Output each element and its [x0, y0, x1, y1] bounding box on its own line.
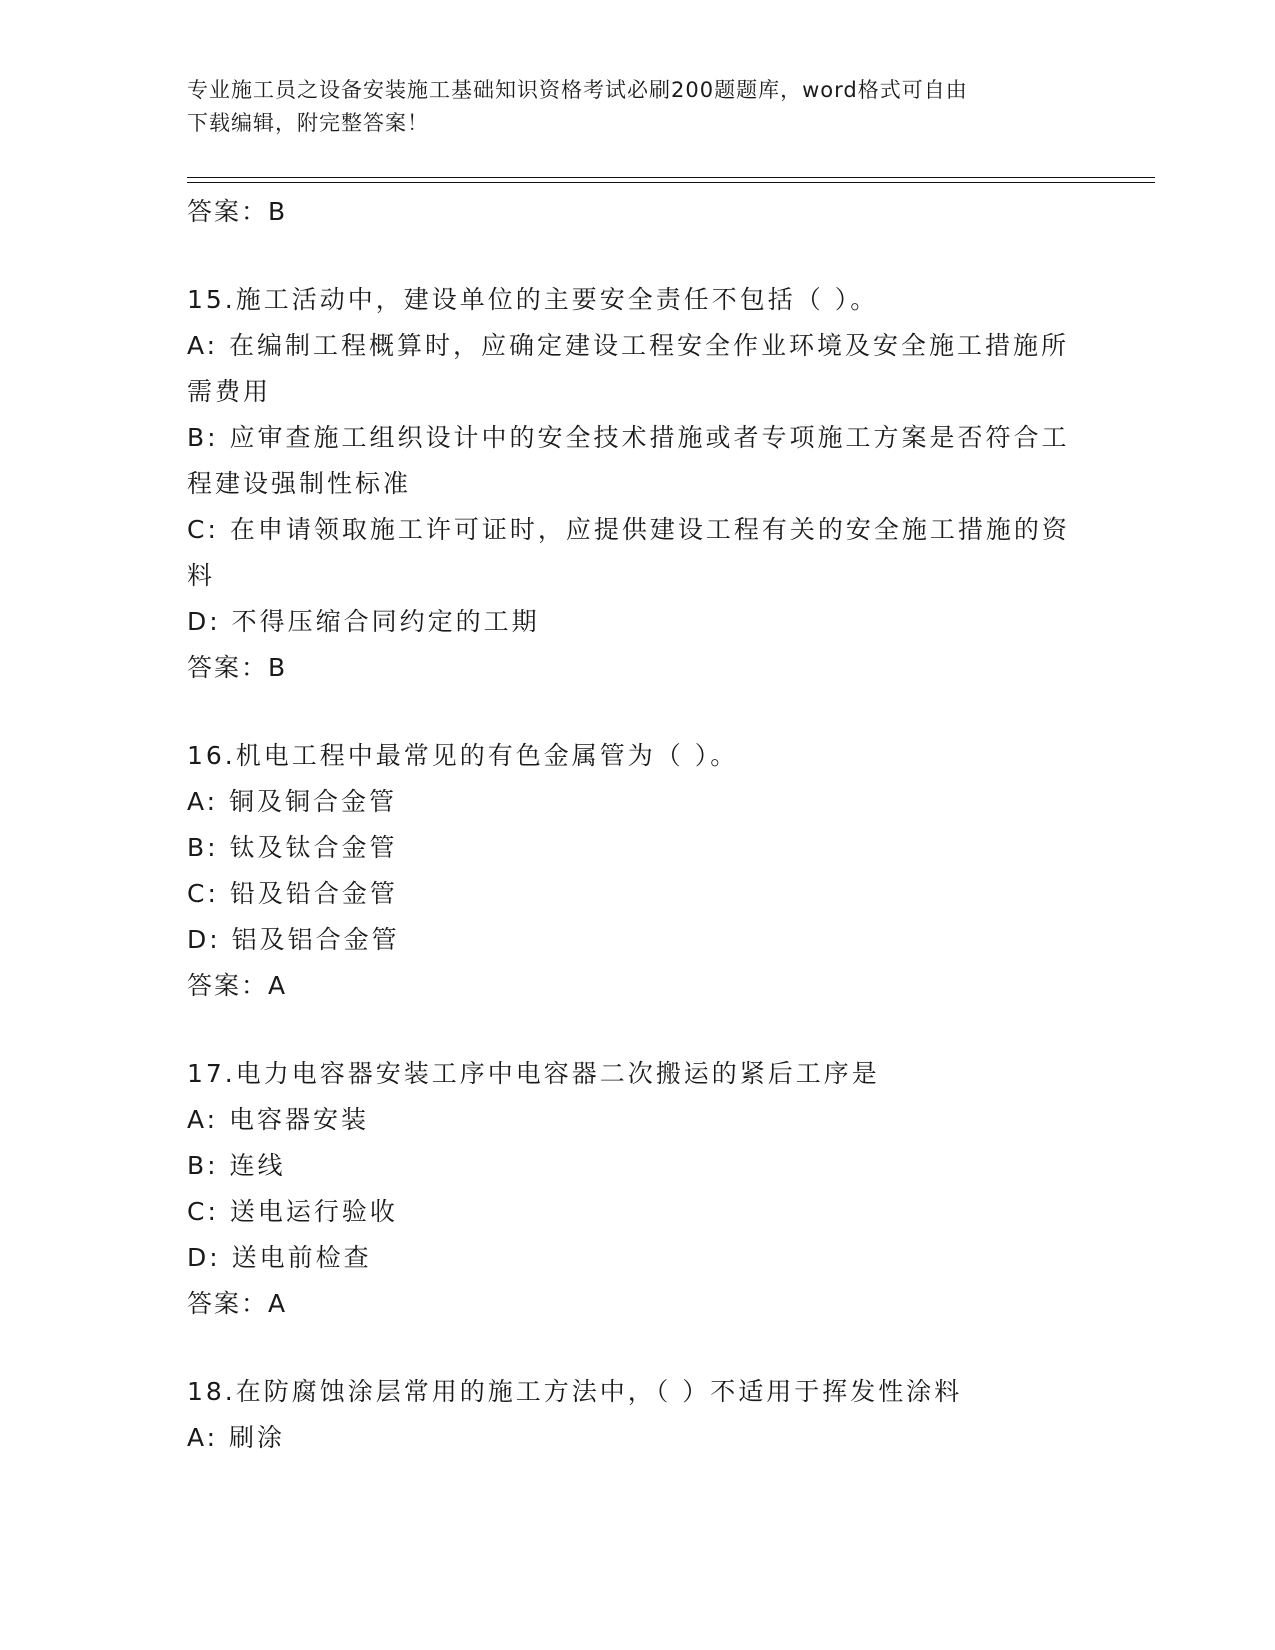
option-d: D: 送电前检查	[187, 1243, 372, 1272]
option-d: D: 不得压缩合同约定的工期	[187, 607, 540, 636]
option-b: B: 应审查施工组织设计中的安全技术措施或者专项施工方案是否符合工程建设强制性标准	[187, 423, 1070, 498]
spacer	[187, 1009, 1087, 1051]
option-a: A: 刷涂	[187, 1423, 286, 1452]
question-16	[187, 733, 1087, 963]
option-a: A: 电容器安装	[187, 1105, 370, 1134]
option-c: C: 送电运行验收	[187, 1197, 398, 1226]
option-d: D: 铝及铝合金管	[187, 925, 400, 954]
spacer	[187, 1327, 1087, 1369]
answer-line: 答案：A	[187, 971, 288, 1000]
header-divider-bottom	[187, 182, 1155, 183]
answer-line: 答案：B	[187, 653, 288, 682]
header-line-1: 专业施工员之设备安装施工基础知识资格考试必刷200题题库，word格式可自由	[187, 78, 968, 102]
question-18	[187, 1369, 1087, 1461]
spacer	[187, 235, 1087, 277]
header-line-2: 下载编辑，附完整答案！	[187, 111, 429, 135]
spacer	[187, 691, 1087, 733]
option-c: C: 在申请领取施工许可证时，应提供建设工程有关的安全施工措施的资料	[187, 515, 1070, 590]
question-17	[187, 1051, 1087, 1281]
answer-line: 答案：A	[187, 1289, 288, 1318]
question-text: 15.施工活动中，建设单位的主要安全责任不包括（ ）。	[187, 285, 879, 314]
option-b: B: 钛及钛合金管	[187, 833, 398, 862]
document-header	[187, 74, 1087, 140]
header-divider-top	[187, 177, 1155, 178]
option-c: C: 铅及铅合金管	[187, 879, 398, 908]
question-text: 17.电力电容器安装工序中电容器二次搬运的紧后工序是	[187, 1059, 880, 1088]
question-text: 18.在防腐蚀涂层常用的施工方法中，（ ）不适用于挥发性涂料	[187, 1377, 963, 1406]
option-a: A: 在编制工程概算时，应确定建设工程安全作业环境及安全施工措施所需费用	[187, 331, 1070, 406]
option-a: A: 铜及铜合金管	[187, 787, 398, 816]
question-list	[187, 189, 1087, 1461]
option-b: B: 连线	[187, 1151, 286, 1180]
question-text: 16.机电工程中最常见的有色金属管为（ ）。	[187, 741, 739, 770]
question-15	[187, 277, 1087, 645]
answer-line: 答案：B	[187, 197, 288, 226]
